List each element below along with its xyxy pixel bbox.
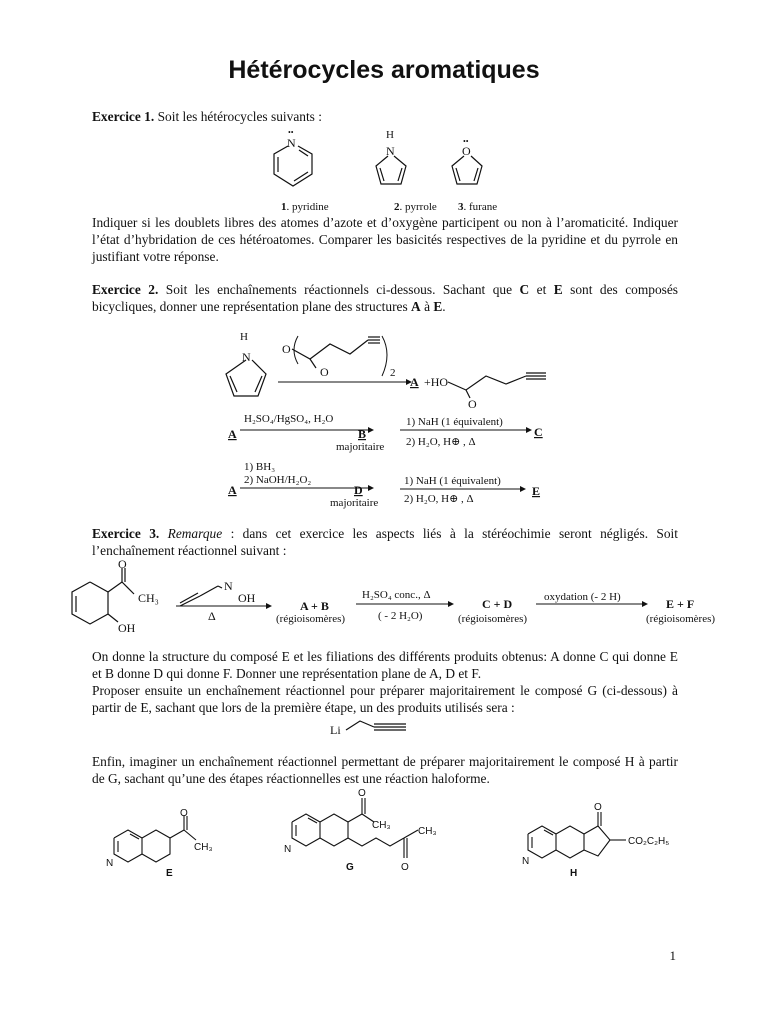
furane-structure: [452, 156, 482, 184]
minus-water: ( - 2 H₂O): [378, 610, 423, 622]
pyrrole-n: N: [386, 144, 395, 158]
regio-3: (régioisomères): [646, 613, 716, 625]
ex3-remark-text: : dans cet exercice les aspects liés à la stéréochimie seront négligés. Soit l’enchaînement réactionnel suivant :: [92, 526, 679, 558]
g-o-2: O: [401, 862, 409, 873]
e-n: N: [106, 858, 114, 869]
h-n: N: [522, 856, 530, 867]
ef-products: E + F: [666, 597, 695, 611]
furane-o: O: [462, 144, 471, 158]
ex3-heading: Exercice 3.: [92, 526, 160, 541]
ex1-intro: [92, 108, 678, 125]
cd-products: C + D: [482, 597, 513, 611]
e-label: E: [166, 868, 173, 879]
oxidation-reagent: oxydation (- 2 H): [544, 591, 621, 603]
cyclohexenol-structure: [72, 568, 134, 624]
li-label: Li: [330, 723, 341, 737]
svg-text:1. pyridine: [281, 201, 329, 213]
h-o: O: [594, 802, 602, 813]
row3-step2: 2) H₂O, H⊕ , Δ: [404, 493, 474, 505]
ex2-text-2: et: [529, 282, 554, 297]
structure-h: [528, 812, 626, 858]
ex2-pyrrole: [226, 360, 266, 396]
label-2-num: 2: [394, 201, 400, 213]
row2-c: C: [534, 425, 543, 439]
structure-g: [292, 798, 418, 858]
row3-reagent1: 1) BH₃: [244, 461, 276, 473]
row2-a: A: [228, 427, 237, 441]
pyridine-n: N: [287, 136, 296, 150]
acid-co-o: O: [468, 397, 477, 411]
h-co2et: CO₂C₂H₅: [628, 836, 670, 847]
regio-2: (régioisomères): [458, 613, 528, 625]
h-label: H: [570, 868, 578, 879]
anhydride-co-o: O: [320, 365, 329, 379]
ex2-a: A: [411, 299, 421, 314]
ex2-scheme: [200, 324, 560, 514]
g-o-1: O: [358, 788, 366, 799]
ex3-remark-label: Remarque: [167, 526, 223, 541]
e-ch3: CH₃: [194, 842, 213, 853]
anhydride-o: O: [282, 342, 291, 356]
ex2-text-3: sont des composés bicycliques, donner une représentation plane des structures: [92, 282, 678, 314]
ab-products: A + B: [300, 599, 329, 613]
alcohol-oh: OH: [118, 621, 136, 635]
row2-reagent: H₂SO₄/HgSO₄, H₂O: [244, 413, 334, 425]
row3-step1: 1) NaH (1 équivalent): [404, 475, 501, 487]
pyrrole-h: H: [386, 129, 394, 141]
row2-majoritaire: majoritaire: [336, 441, 385, 453]
ex3-p3: Enfin, imaginer un enchaînement réactionnel permettant de préparer majoritairement le composé H à partir de G, sachant qu’une des étapes réactionnelles est une réaction haloforme.: [92, 754, 678, 786]
acid-chain: [448, 373, 546, 398]
anhydride-chain: [292, 337, 380, 368]
ex2-product-a: A: [410, 375, 419, 389]
ex3-scheme: [60, 556, 740, 642]
ex2-pyrrole-h: H: [240, 331, 248, 343]
anhydride-subscript: 2: [390, 367, 396, 379]
g-label: G: [346, 862, 354, 873]
ex2-statement: [92, 281, 678, 315]
pyrrole-structure: [376, 156, 406, 184]
ex1-intro-text: Soit les hétérocycles suivants :: [157, 109, 322, 124]
g-ch3-1: CH₃: [372, 820, 391, 831]
pyridine-lone-pair: ••: [288, 128, 294, 137]
ketone-ch3: CH₃: [138, 591, 159, 605]
structure-e: [114, 816, 196, 862]
delta-1: Δ: [208, 609, 216, 623]
ex2-pyrrole-n: N: [242, 350, 251, 364]
oxime-oh: OH: [238, 591, 256, 605]
label-1-name: . pyridine: [286, 201, 329, 213]
ex3-p2: Proposer ensuite un enchaînement réactionnel pour préparer majoritairement le composé G (ci-dessous) à partir de E, sachant que lors de la première étape, un des produits utilisés sera :: [92, 683, 678, 715]
label-3-name: . furane: [463, 201, 498, 213]
oxime-n: N: [224, 579, 233, 593]
pyridine-structure: [274, 146, 312, 186]
e-o: O: [180, 808, 188, 819]
ex3-p1: On donne la structure du composé E et les filiations des différents produits obtenus: A donne C qui donne E et B donne D qui donne F. Donner une représentation plane de A, D et F.: [92, 649, 678, 681]
label-1-num: 1: [281, 201, 287, 213]
row3-d: D: [354, 483, 363, 497]
ex2-text-4: à: [420, 299, 434, 314]
ex2-e2: E: [433, 299, 443, 314]
oxime-reagent: [180, 586, 222, 606]
row2-step1: 1) NaH (1 équivalent): [406, 416, 503, 428]
ex2-heading: Exercice 2.: [92, 282, 159, 297]
page-number: 1: [669, 948, 676, 963]
row2-step2: 2) H₂O, H⊕ , Δ: [406, 436, 476, 448]
label-3-num: 3: [458, 201, 464, 213]
h2so4-reagent: H₂SO₄ conc., Δ: [362, 589, 431, 601]
label-2-name: . pyrrole: [399, 201, 437, 213]
ex1-heading: Exercice 1.: [92, 109, 155, 124]
row2-b: B: [358, 427, 367, 441]
g-ch3-2: CH₃: [418, 826, 437, 837]
page-title: Hétérocycles aromatiques: [228, 56, 540, 84]
regio-1: (régioisomères): [276, 613, 346, 625]
furane-lone-pair: ••: [463, 137, 469, 146]
g-n: N: [284, 844, 292, 855]
ex2-text-1: Soit les enchaînements réactionnels ci-dessous. Sachant que: [165, 282, 520, 297]
row3-reagent2: 2) NaOH/H₂O₂: [244, 474, 312, 486]
ketone-o: O: [118, 557, 127, 571]
ex3-remark: [92, 525, 678, 559]
ex2-e: E: [553, 282, 563, 297]
ex2-c: C: [519, 282, 530, 297]
svg-text:3. furane: [458, 201, 497, 213]
ex2-plus-ho: +HO: [424, 375, 449, 389]
row3-a: A: [228, 483, 237, 497]
ex1-question: Indiquer si les doublets libres des atomes d’azote et d’oxygène participent ou non à l’aromaticité. Indiquer l’état d’hybridation de ces hétéroatomes. Comparer les basicités respectives de la pyridine et du pyrrole en justifiant votre réponse.: [92, 215, 678, 264]
lithium-reagent: [320, 715, 440, 741]
ex1-heterocycles: [250, 124, 520, 216]
svg-text:2. pyrrole: [394, 201, 437, 213]
row3-majoritaire: majoritaire: [330, 497, 379, 509]
row3-e: E: [532, 484, 541, 498]
ex2-text-5: .: [442, 299, 446, 314]
structures-e-g-h: [86, 786, 706, 886]
